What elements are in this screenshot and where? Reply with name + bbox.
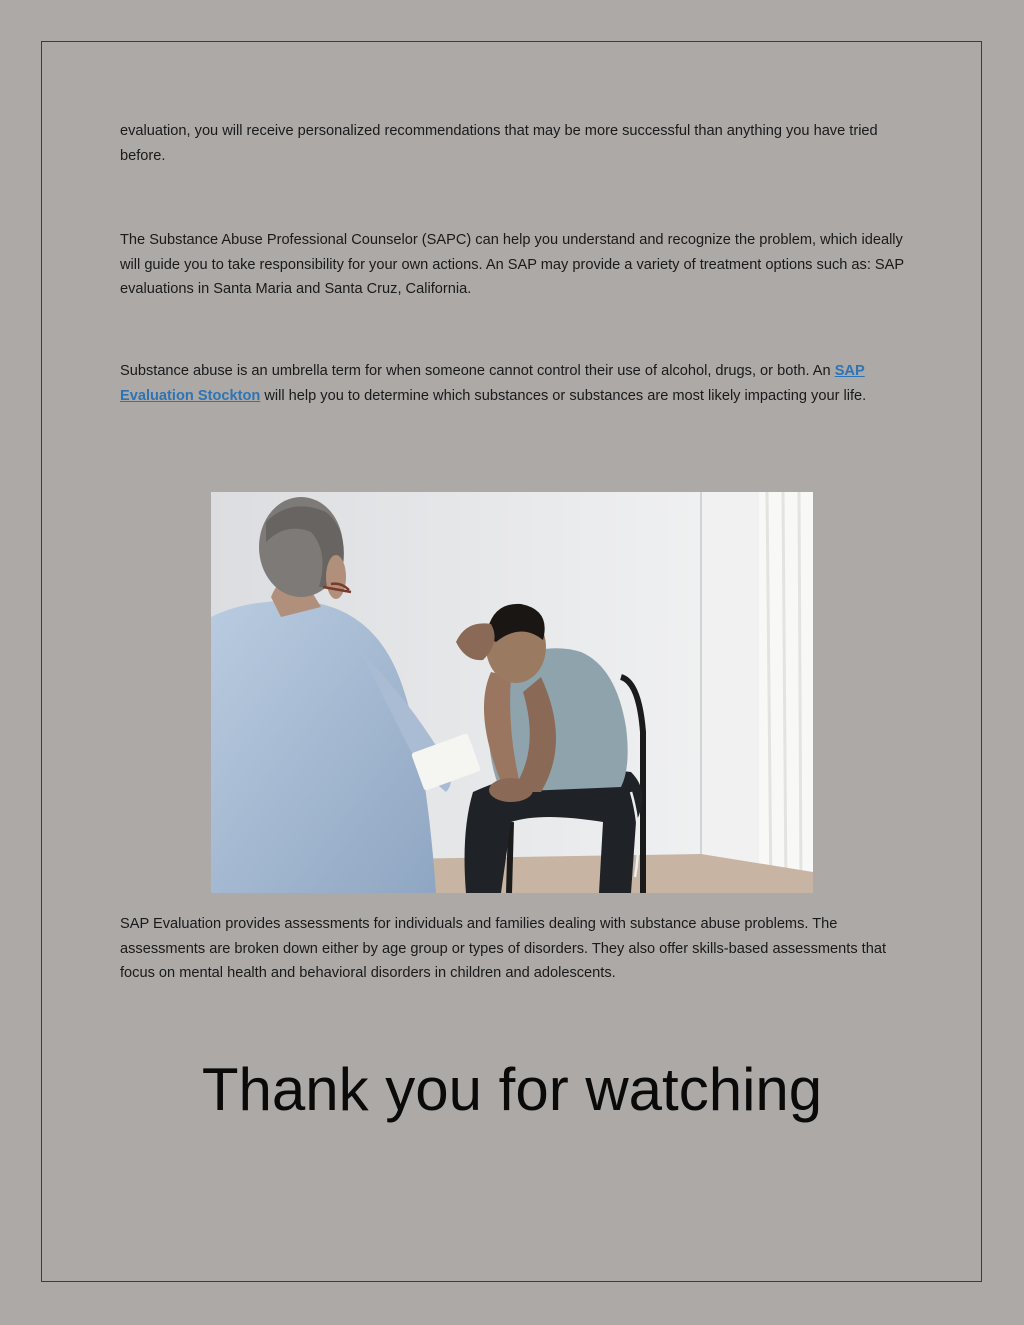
paragraph-evaluation: evaluation, you will receive personalized recommendations that may be more successful than anything you have tried before. [120,123,878,164]
paragraph-substance-abuse-end: will help you to determine which substances or substances are most likely impacting your life. [260,387,867,404]
paragraph-sap-evaluation: SAP Evaluation provides assessments for individuals and families dealing with substance abuse problems. The assessments are broken down either by age group or types of disorders. They also offer skills-based assessments that focus on mental health and behavioral disorders in children and adolescents. [120,916,887,981]
thank-you-heading: Thank you for watching [201,1056,823,1123]
paragraph-substance-abuse-start: Substance abuse is an umbrella term for when someone cannot control their use of alcohol, drugs, or both. An [120,363,835,379]
counseling-session-photo [211,492,813,893]
sap-evaluation-stockton-link[interactable]: SAP Evaluation Stockton [120,363,865,404]
paragraph-sapc: The Substance Abuse Professional Counselor (SAPC) can help you understand and recognize the problem, which ideally will guide you to take responsibility for your own actions. An SAP may provide a variety of treatment options such as: SAP evaluations in Santa Maria and Santa Cruz, California. [120,232,904,297]
paragraph-substance-abuse [120,359,910,408]
